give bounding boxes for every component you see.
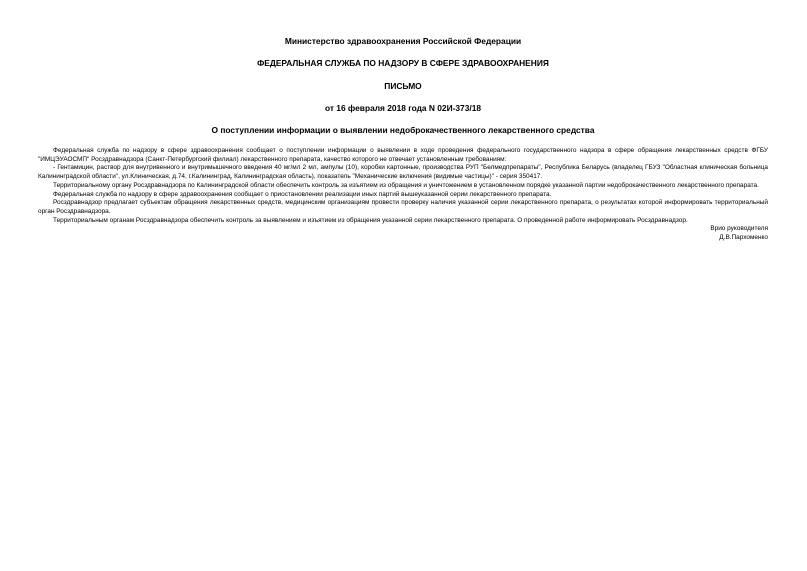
document-body	[38, 147, 768, 243]
document-type: ПИСЬМО	[384, 81, 422, 91]
body-paragraph: Росздравнадзор предлагает субъектам обращения лекарственных средств, медицинским организациям провести проверку наличия указанной серии лекарственного препарата, о результатах которой информировать территориальный орган Росздравнадзора.	[38, 199, 768, 215]
body-paragraph: Федеральная служба по надзору в сфере здравоохранения сообщает о поступлении информации о выявлении в ходе проведения федерального государственного надзора в сфере обращения лекарственных средств ФГБУ "ИМЦЭУАОСМП" Росздравнадзора (Санкт-Петербургский филиал) лекарственного препарата, качество которого не отвечает установленным требованиям:	[38, 147, 768, 163]
service-name: ФЕДЕРАЛЬНАЯ СЛУЖБА ПО НАДЗОРУ В СФЕРЕ ЗДРАВООХРАНЕНИЯ	[257, 58, 549, 68]
body-paragraph: Территориальному органу Росздравнадзора по Калининградской области обеспечить контроль за изъятием из обращения и уничтожением в установленном порядке указанной партии недоброкачественного лекарственного препарата.	[53, 181, 759, 189]
document-page	[38, 36, 768, 243]
document-date-number: от 16 февраля 2018 года N 02И-373/18	[324, 103, 482, 113]
signature-name: Д.В.Пархоменко	[719, 234, 768, 242]
body-paragraph: - Гентамицин, раствор для внутривенного и внутримышечного введения 40 мг/мл 2 мл, ампулы (10), коробки картонные, производства РУП "Белмедпрепараты", Республика Беларусь (владелец ГБУЗ "Областная клиническая больница Калининградской области", ул.Клиническая, д.74, г.Калининград, Калининградская область), показатель "Механические включения (видимые частицы)" - серия 350417.	[38, 164, 768, 181]
ministry-name: Министерство здравоохранения Российской Федерации	[284, 36, 522, 46]
body-paragraph: Федеральная служба по надзору в сфере здравоохранения сообщает о приостановлении реализации иных партий вышеуказанной серии лекарственного препарата.	[53, 190, 552, 198]
document-subject: О поступлении информации о выявлении недоброкачественного лекарственного средства	[211, 125, 595, 135]
signature-position: Врио руководителя	[710, 225, 768, 233]
body-paragraph: Территориальным органам Росздравнадзора обеспечить контроль за выявлением и изъятием из обращения указанной серии лекарственного препарата. О проведенной работе информировать Росздравнадзор.	[53, 216, 688, 224]
